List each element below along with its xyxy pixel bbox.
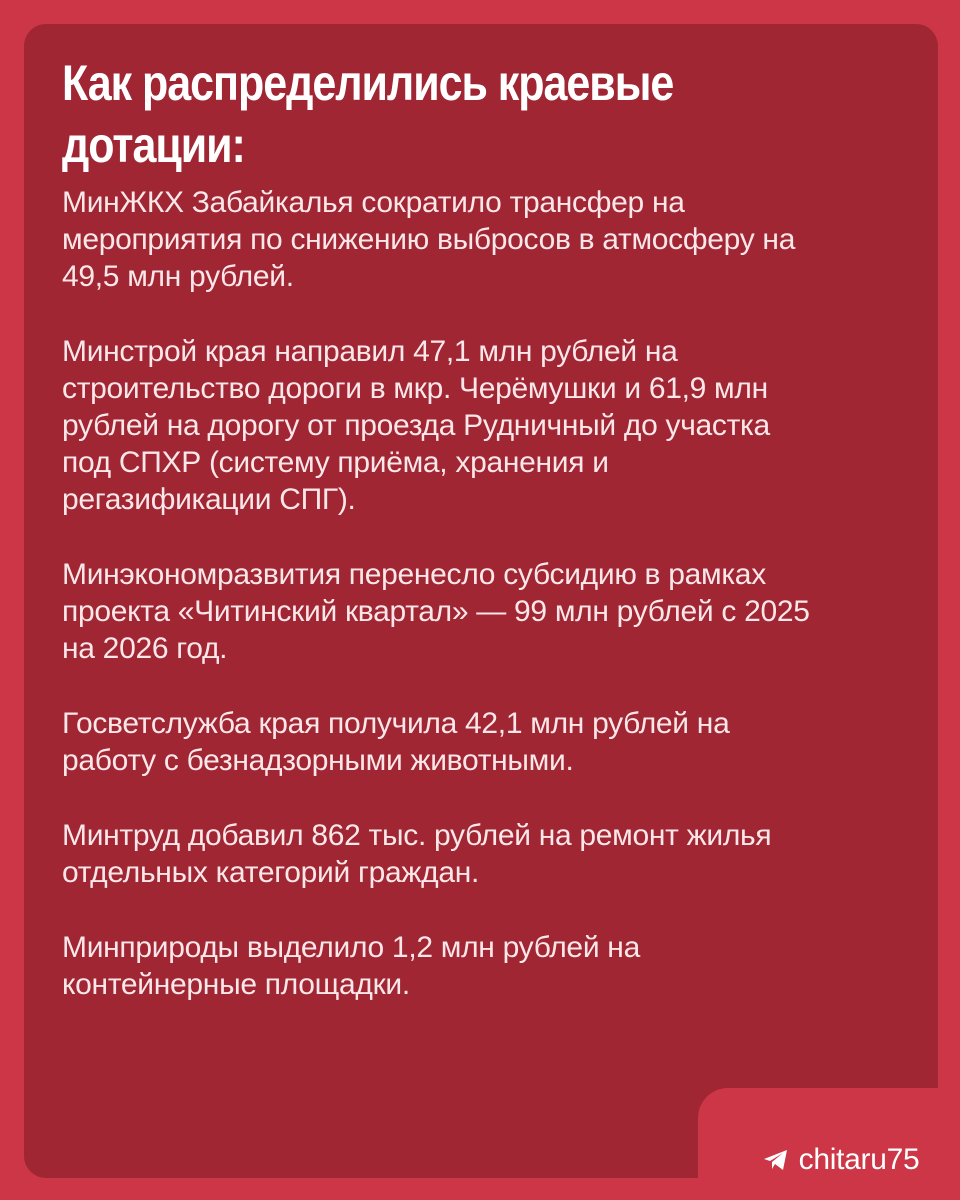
paragraph-housing: МинЖКХ Забайкалья сократило трансфер на мероприятия по снижению выбросов в атмосферу на 49,5 млн рублей. xyxy=(62,186,796,293)
paragraph-construction: Минстрой края направил 47,1 млн рублей на строительство дороги в мкр. Черёмушки и 61,9 млн рублей на дорогу от проезда Рудничный до участка под СПХР (систему приёма, хранения и регазификации СПГ). xyxy=(62,335,770,516)
article-body xyxy=(62,184,922,1041)
paragraph-labor: Минтруд добавил 862 тыс. рублей на ремонт жилья отдельных категорий граждан. xyxy=(62,819,772,889)
channel-badge[interactable] xyxy=(722,1120,960,1200)
paragraph-nature: Минприроды выделило 1,2 млн рублей на контейнерные площадки. xyxy=(62,931,640,1001)
content-card xyxy=(24,24,938,1178)
channel-name: chitaru75 xyxy=(798,1143,920,1176)
paragraph-veterinary: Госветслужба края получила 42,1 млн рублей на работу с безнадзорными животными. xyxy=(62,707,730,777)
paragraph-economy: Минэкономразвития перенесло субсидию в рамках проекта «Читинский квартал» — 99 млн рублей с 2025 на 2026 год. xyxy=(62,558,810,665)
telegram-icon xyxy=(763,1149,789,1171)
page-title: Как распределились краевые дотации: xyxy=(62,55,674,173)
